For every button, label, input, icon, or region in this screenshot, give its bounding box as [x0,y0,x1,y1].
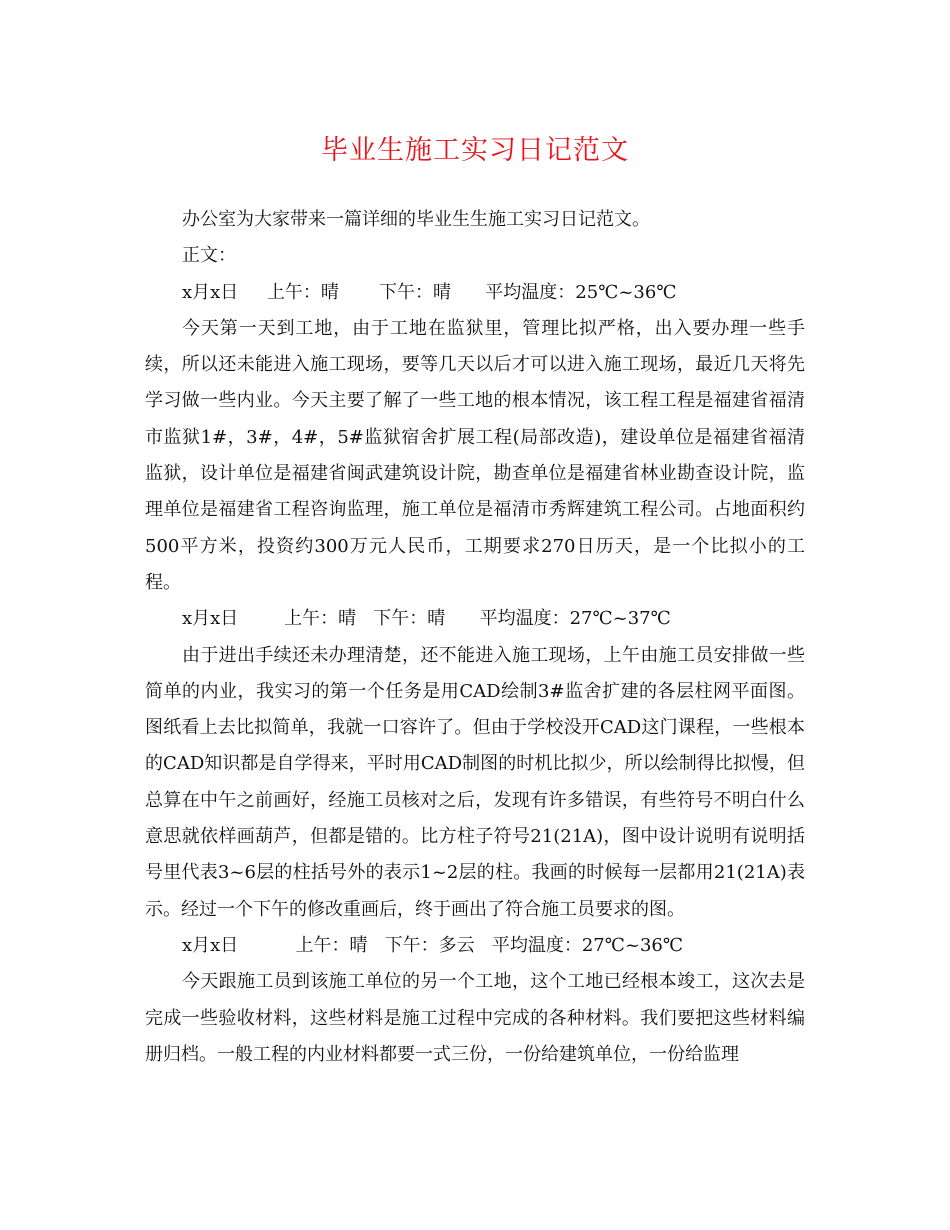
diary-entry-text: 今天第一天到工地，由于工地在监狱里，管理比拟严格，出入要办理一些手续，所以还未能进入施工现场，要等几天以后才可以进入施工现场，最近几天将先学习做一些内业。今天主要了解了一些工地的根本情况，该工程工程是福建省福清市监狱1#，3#，4#，5#监狱宿舍扩展工程(局部改造)，建设单位是福建省福清监狱，设计单位是福建省闽武建筑设计院，勘查单位是福建省林业勘查设计院，监理单位是福建省工程咨询监理，施工单位是福清市秀辉建筑工程公司。占地面积约500平方米，投资约300万元人民币，工期要求270日历天，是一个比拟小的工程。 [145,317,805,593]
diary-entry-text: 今天跟施工员到该施工单位的另一个工地，这个工地已经根本竣工，这次去是完成一些验收材料，这些材料是施工过程中完成的各种材料。我们要把这些材料编册归档。一般工程的内业材料都要一式三份，一份给建筑单位，一份给监理 [145,971,805,1065]
diary-entry-header: x月x日 上午：晴 下午：多云 平均温度：27℃~36℃ [182,934,684,956]
body-label: 正文： [182,245,236,267]
diary-entry-header: x月x日 上午：晴 下午：晴 平均温度：25℃~36℃ [182,281,677,303]
document-title: 毕业生施工实习日记范文 [321,135,629,166]
diary-entry-header: x月x日 上午：晴 下午：晴 平均温度：27℃~37℃ [182,608,671,630]
diary-entry-text: 由于进出手续还未办理清楚，还不能进入施工现场，上午由施工员安排做一些简单的内业，我实习的第一个任务是用CAD绘制3#监舍扩建的各层柱网平面图。图纸看上去比拟简单，我就一口容许了。但由于学校没开CAD这门课程，一些根本的CAD知识都是自学得来，平时用CAD制图的时机比拟少，所以绘制得比拟慢，但总算在中午之前画好，经施工员核对之后，发现有许多错误，有些符号不明白什么意思就依样画葫芦，但都是错的。比方柱子符号21(21A)，图中设计说明有说明括号里代表3~6层的柱括号外的表示1~2层的柱。我画的时候每一层都用21(21A)表示。经过一个下午的修改重画后，终于画出了符合施工员要求的图。 [145,644,805,920]
document-body [145,202,805,1073]
intro-paragraph: 办公室为大家带来一篇详细的毕业生生施工实习日记范文。 [182,209,650,230]
